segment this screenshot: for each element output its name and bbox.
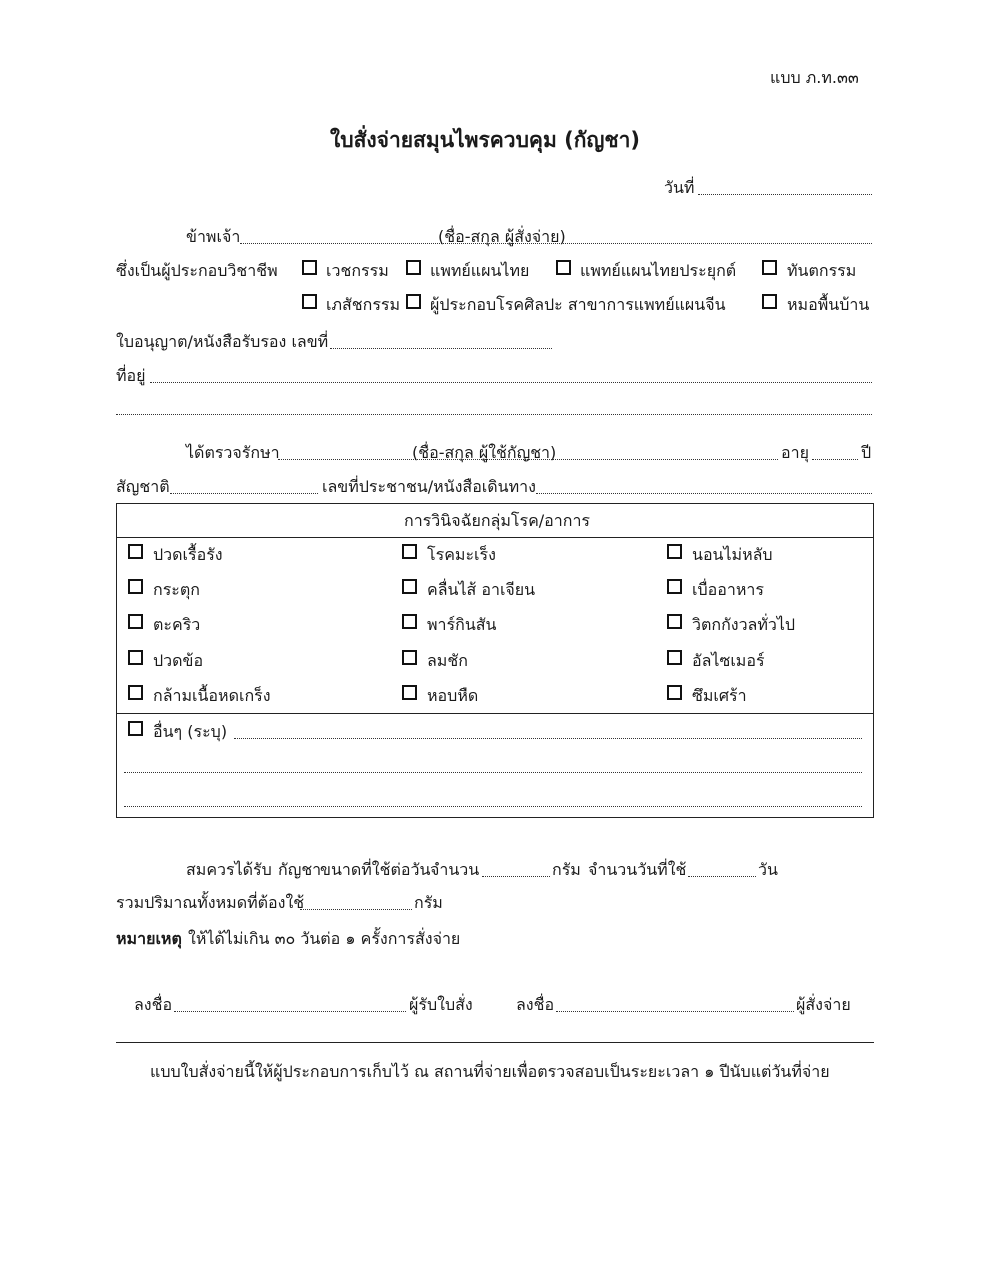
total-field[interactable] — [300, 909, 412, 910]
id-label: เลขที่ประชาชน/หนังสือเดินทาง — [322, 477, 536, 496]
diag-label-chronic-pain: ปวดเรื้อรัง — [153, 545, 223, 564]
profession-label-3: แพทย์แผนไทยประยุกต์ — [580, 261, 737, 280]
prescriber-signature-field[interactable] — [556, 1011, 794, 1012]
diag-checkbox-anorexia[interactable] — [667, 579, 682, 594]
diag-label-anorexia: เบื่ออาหาร — [692, 580, 764, 599]
sign-label-1: ลงชื่อ — [134, 995, 173, 1014]
diagnosis-header: การวินิจฉัยกลุ่มโรค/อาการ — [404, 511, 591, 530]
note-text: ให้ได้ไม่เกิน ๓๐ วันต่อ ๑ ครั้งการสั่งจ่าย — [188, 929, 461, 948]
diag-checkbox-asthma[interactable] — [402, 685, 417, 700]
examined-label: ได้ตรวจรักษา — [186, 443, 280, 462]
total-label: รวมปริมาณทั้งหมดที่ต้องใช้ — [116, 893, 305, 912]
profession-label-4: ทันตกรรม — [787, 261, 857, 280]
profession-checkbox-6[interactable] — [406, 294, 421, 309]
diag-label-other: อื่นๆ (ระบุ) — [153, 722, 228, 741]
receiver-signature-field[interactable] — [174, 1011, 406, 1012]
dosage-should-receive: สมควรได้รับ — [186, 860, 272, 879]
diagnosis-header-divider — [116, 537, 874, 538]
diag-checkbox-epilepsy[interactable] — [402, 650, 417, 665]
dosage-amount-label: จำนวน — [430, 860, 480, 879]
diag-checkbox-anxiety[interactable] — [667, 614, 682, 629]
sign-label-2: ลงชื่อ — [516, 995, 555, 1014]
prescriber-sign-label: ผู้สั่งจ่าย — [796, 995, 851, 1014]
diag-checkbox-depression[interactable] — [667, 685, 682, 700]
profession-label-6: ผู้ประกอบโรคศิลปะ สาขาการแพทย์แผนจีน — [430, 295, 726, 314]
address-field-1[interactable] — [150, 382, 872, 383]
diag-label-asthma: หอบหืด — [427, 686, 479, 705]
diag-checkbox-spasm[interactable] — [128, 579, 143, 594]
receiver-label: ผู้รับใบสั่ง — [409, 995, 473, 1014]
profession-checkbox-2[interactable] — [406, 260, 421, 275]
patient-name-hint: (ชื่อ-สกุล ผู้ใช้กัญชา) — [412, 443, 557, 462]
prescriber-name-hint: (ชื่อ-สกุล ผู้สั่งจ่าย) — [438, 227, 566, 246]
diag-checkbox-nausea[interactable] — [402, 579, 417, 594]
profession-label-1: เวชกรรม — [326, 261, 389, 280]
form-title: ใบสั่งจ่ายสมุนไพรควบคุม (กัญชา) — [330, 128, 640, 152]
other-field-3[interactable] — [124, 806, 862, 807]
date-field[interactable] — [698, 194, 872, 195]
profession-checkbox-7[interactable] — [762, 294, 777, 309]
diag-checkbox-other[interactable] — [128, 721, 143, 736]
dosage-gram-1: กรัม — [552, 860, 581, 879]
diag-label-insomnia: นอนไม่หลับ — [692, 545, 773, 564]
dosage-drug: กัญชา — [278, 860, 322, 879]
diag-label-anxiety: วิตกกังวลทั่วไป — [692, 615, 796, 634]
profession-label-2: แพทย์แผนไทย — [430, 261, 530, 280]
diag-label-parkinson: พาร์กินสัน — [427, 615, 497, 634]
license-label: ใบอนุญาต/หนังสือรับรอง เลขที่ — [116, 332, 329, 351]
diag-checkbox-parkinson[interactable] — [402, 614, 417, 629]
diag-label-muscle-spasticity: กล้ามเนื้อหดเกร็ง — [153, 686, 271, 705]
diag-label-cancer: โรคมะเร็ง — [427, 545, 496, 564]
dosage-day-unit: วัน — [758, 860, 778, 879]
years-label: ปี — [861, 443, 872, 462]
note-label: หมายเหตุ — [116, 929, 182, 948]
days-field[interactable] — [688, 876, 756, 877]
diag-label-spasm: กระตุก — [153, 580, 200, 599]
diag-label-depression: ซึมเศร้า — [692, 686, 747, 705]
total-gram: กรัม — [414, 893, 443, 912]
diag-label-epilepsy: ลมชัก — [427, 651, 468, 670]
other-field-1[interactable] — [234, 738, 862, 739]
prescriber-prefix: ข้าพเจ้า — [186, 227, 241, 246]
age-field[interactable] — [812, 459, 858, 460]
form-code: แบบ ภ.ท.๓๓ — [770, 68, 859, 87]
address-field-2[interactable] — [116, 414, 872, 415]
daily-amount-field[interactable] — [482, 876, 550, 877]
dosage-days-label: จำนวนวันที่ใช้ — [588, 860, 687, 879]
age-label: อายุ — [781, 443, 809, 462]
diag-checkbox-cramp[interactable] — [128, 614, 143, 629]
dosage-daily-label: ขนาดที่ใช้ต่อวัน — [320, 860, 431, 879]
diag-checkbox-alzheimer[interactable] — [667, 650, 682, 665]
id-field[interactable] — [536, 493, 872, 494]
profession-label: ซึ่งเป็นผู้ประกอบวิชาชีพ — [116, 261, 278, 280]
diagnosis-other-divider — [116, 713, 874, 714]
diag-label-nausea: คลื่นไส้ อาเจียน — [427, 580, 536, 599]
diag-checkbox-cancer[interactable] — [402, 544, 417, 559]
license-field[interactable] — [330, 348, 552, 349]
diag-checkbox-joint-pain[interactable] — [128, 650, 143, 665]
nationality-field[interactable] — [170, 493, 318, 494]
nationality-label: สัญชาติ — [116, 477, 170, 496]
address-label: ที่อยู่ — [116, 366, 146, 385]
diag-label-cramp: ตะคริว — [153, 615, 201, 634]
profession-label-7: หมอพื้นบ้าน — [787, 295, 870, 314]
profession-checkbox-1[interactable] — [302, 260, 317, 275]
footer-divider — [116, 1042, 874, 1043]
profession-label-5: เภสัชกรรม — [326, 295, 401, 314]
diag-checkbox-insomnia[interactable] — [667, 544, 682, 559]
diag-checkbox-chronic-pain[interactable] — [128, 544, 143, 559]
profession-checkbox-4[interactable] — [762, 260, 777, 275]
profession-checkbox-3[interactable] — [556, 260, 571, 275]
date-label: วันที่ — [664, 178, 695, 197]
profession-checkbox-5[interactable] — [302, 294, 317, 309]
diag-label-joint-pain: ปวดข้อ — [153, 651, 204, 670]
footer-text: แบบใบสั่งจ่ายนี้ให้ผู้ประกอบการเก็บไว้ ณ สถานที่จ่ายเพื่อตรวจสอบเป็นระยะเวลา ๑ ปีนับแต่วันที่จ่าย — [150, 1062, 830, 1081]
other-field-2[interactable] — [124, 772, 862, 773]
diag-checkbox-muscle-spasticity[interactable] — [128, 685, 143, 700]
diag-label-alzheimer: อัลไซเมอร์ — [692, 651, 765, 670]
